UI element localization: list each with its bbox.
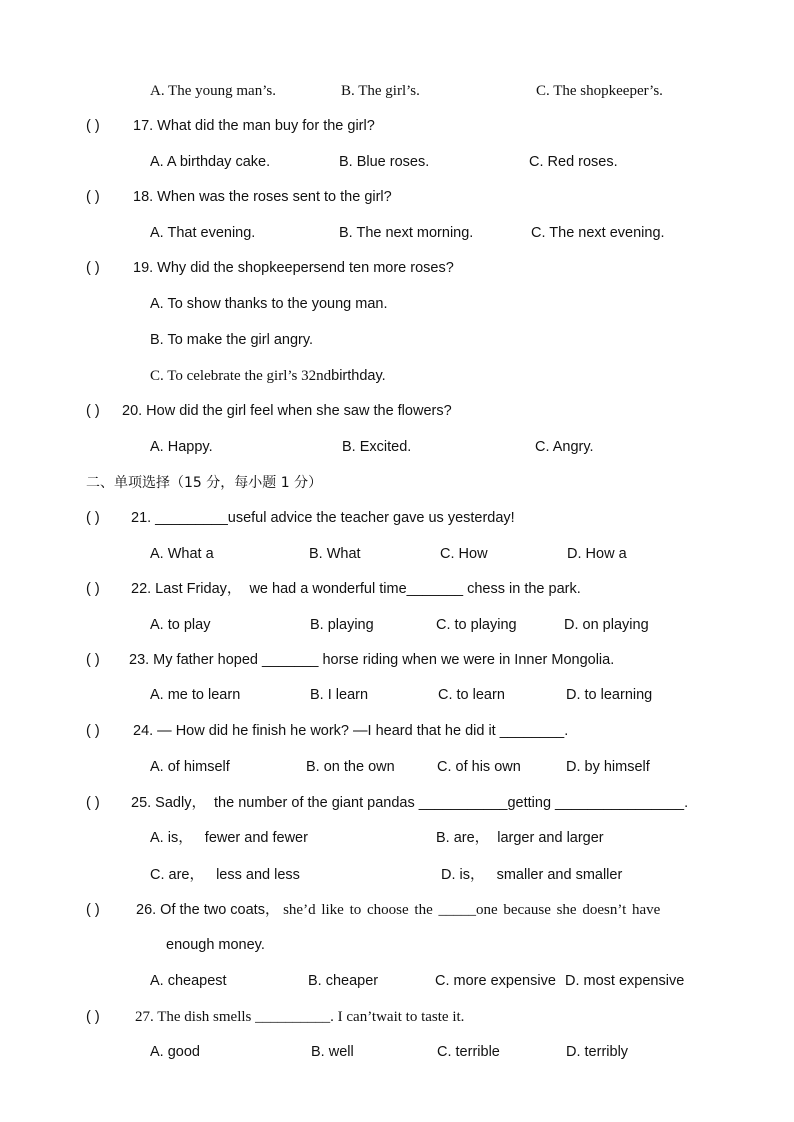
q22-option-b: B. playing <box>310 617 374 633</box>
q18-stem: 18. When was the roses sent to the girl? <box>133 189 392 205</box>
q26-option-b: B. cheaper <box>308 973 379 989</box>
q26-option-d: D. most expensive <box>565 973 685 989</box>
q16-option-b: B. The girl’s. <box>341 83 420 99</box>
q18-option-a: A. That evening. <box>150 225 256 241</box>
q25-option-d: D. is， smaller and smaller <box>441 867 623 883</box>
q18-answer-blank[interactable]: ( ) <box>86 189 100 205</box>
q26-stem-part1: 26. Of the two coats， <box>136 902 280 918</box>
q17-option-b: B. Blue roses. <box>339 154 430 170</box>
q21-option-c: C. How <box>440 546 488 562</box>
q24-option-c: C. of his own <box>437 759 521 775</box>
q22-option-d: D. on playing <box>564 617 649 633</box>
q24-answer-blank[interactable]: ( ) <box>86 723 100 739</box>
q22-option-a: A. to play <box>150 617 211 633</box>
q16-option-c: C. The shopkeeper’s. <box>536 83 663 99</box>
q19-option-b: B. To make the girl angry. <box>150 332 314 348</box>
q20-option-a: A. Happy. <box>150 439 213 455</box>
q17-option-a: A. A birthday cake. <box>150 154 271 170</box>
q23-option-d: D. to learning <box>566 687 653 703</box>
q26-stem-part2: she’d like to choose the _____one because she doesn’t have <box>283 902 661 918</box>
q23-stem: 23. My father hoped _______ horse riding when we were in Inner Mongolia. <box>129 652 615 668</box>
q20-answer-blank[interactable]: ( ) <box>86 403 100 419</box>
q23-option-c: C. to learn <box>438 687 505 703</box>
q27-answer-blank[interactable]: ( ) <box>86 1009 100 1025</box>
q26-answer-blank[interactable]: ( ) <box>86 902 100 918</box>
q22-stem: 22. Last Friday， we had a wonderful time_______ chess in the park. <box>131 581 581 597</box>
q25-answer-blank[interactable]: ( ) <box>86 795 100 811</box>
q26-option-a: A. cheapest <box>150 973 227 989</box>
q19-option-c-part2: birthday. <box>331 368 386 384</box>
q17-option-c: C. Red roses. <box>529 154 618 170</box>
q20-option-c: C. Angry. <box>535 439 594 455</box>
q25-option-a: A. is， fewer and fewer <box>150 830 308 846</box>
q21-option-a: A. What a <box>150 546 214 562</box>
q17-stem: 17. What did the man buy for the girl? <box>133 118 375 134</box>
q25-option-c: C. are， less and less <box>150 867 300 883</box>
q22-answer-blank[interactable]: ( ) <box>86 581 100 597</box>
q18-option-b: B. The next morning. <box>339 225 474 241</box>
q19-option-a: A. To show thanks to the young man. <box>150 296 388 312</box>
q20-option-b: B. Excited. <box>342 439 412 455</box>
q19-option-c <box>150 367 386 385</box>
q27-option-b: B. well <box>311 1044 354 1060</box>
q21-answer-blank[interactable]: ( ) <box>86 510 100 526</box>
q16-option-a: A. The young man’s. <box>150 83 276 99</box>
q25-option-b: B. are， larger and larger <box>436 830 604 846</box>
q27-option-c: C. terrible <box>437 1044 500 1060</box>
q21-option-b: B. What <box>309 546 361 562</box>
q24-option-b: B. on the own <box>306 759 395 775</box>
q19-answer-blank[interactable]: ( ) <box>86 260 100 276</box>
q24-option-d: D. by himself <box>566 759 650 775</box>
q25-stem: 25. Sadly， the number of the giant pandas ___________getting ________________. <box>131 795 689 811</box>
q26-stem-line2: enough money. <box>166 937 265 953</box>
q21-stem: 21. _________useful advice the teacher gave us yesterday! <box>131 510 515 526</box>
q27-option-d: D. terribly <box>566 1044 629 1060</box>
q27-stem: 27. The dish smells __________. I can’twait to taste it. <box>135 1009 465 1025</box>
q23-option-b: B. I learn <box>310 687 369 703</box>
q24-option-a: A. of himself <box>150 759 230 775</box>
q18-option-c: C. The next evening. <box>531 225 665 241</box>
section-title: 二、单项选择（15 分，每小题 1 分） <box>86 475 323 491</box>
q22-option-c: C. to playing <box>436 617 517 633</box>
q19-option-c-part1: C. To celebrate the girl’s 32nd <box>150 368 332 384</box>
q26-stem <box>136 901 660 919</box>
q21-option-d: D. How a <box>567 546 627 562</box>
q23-option-a: A. me to learn <box>150 687 241 703</box>
q26-option-c: C. more expensive <box>435 973 556 989</box>
q27-option-a: A. good <box>150 1044 200 1060</box>
q20-stem: 20. How did the girl feel when she saw the flowers? <box>122 403 452 419</box>
q19-stem: 19. Why did the shopkeepersend ten more roses? <box>133 260 454 276</box>
q24-stem: 24. — How did he finish he work? —I heard that he did it ________. <box>133 723 569 739</box>
q23-answer-blank[interactable]: ( ) <box>86 652 100 668</box>
q17-answer-blank[interactable]: ( ) <box>86 118 100 134</box>
